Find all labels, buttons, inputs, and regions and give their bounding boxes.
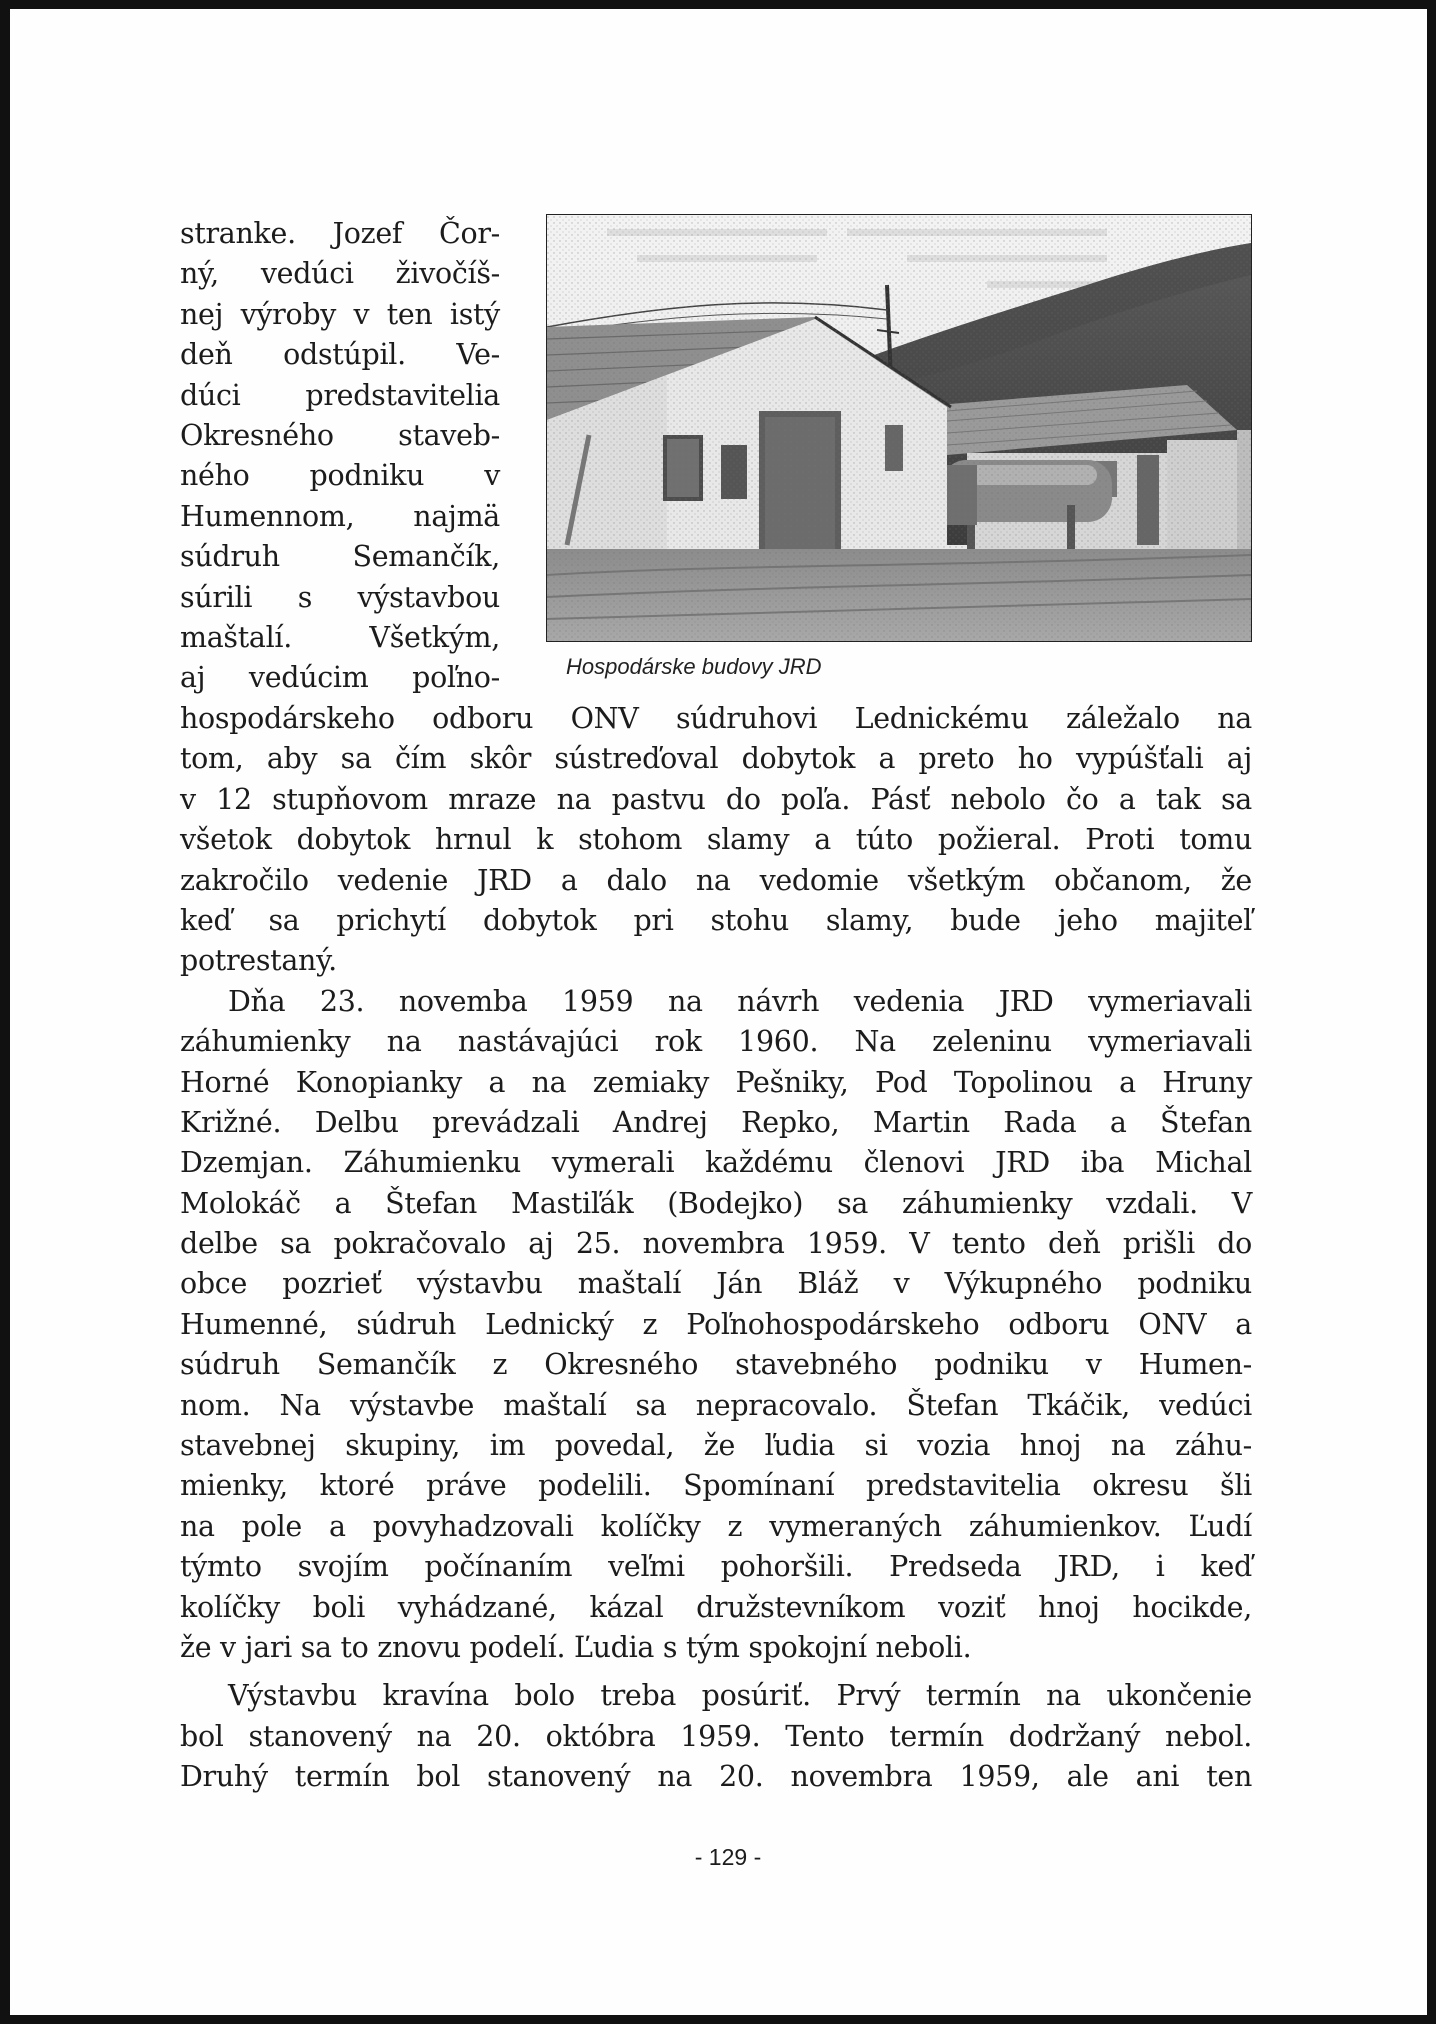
- text-line: dúci predstavitelia: [180, 378, 500, 412]
- text-line: súdruh Semančík,: [180, 540, 500, 574]
- page-number: - 129 -: [694, 1844, 762, 1870]
- text-line: ný, vedúci živočíš-: [180, 257, 500, 291]
- text-line: stranke. Jozef Čor-: [180, 217, 500, 250]
- text-line: mienky, ktoré práve podelili. Spomínaní predstavitelia okresu šli: [180, 1469, 1252, 1503]
- text-line: keď sa prichytí dobytok pri stohu slamy, bude jeho majiteľ: [180, 903, 1252, 937]
- figure: [546, 214, 1252, 680]
- text-line: Druhý termín bol stanovený na 20. novembra 1959, ale ani ten: [180, 1760, 1252, 1794]
- text-line: v 12 stupňovom mraze na pastvu do poľa. Pásť nebolo čo a tak sa: [180, 782, 1252, 816]
- paragraph-1: [180, 699, 1252, 982]
- text-line: všetok dobytok hrnul k stohom slamy a túto požieral. Proti tomu: [180, 823, 1252, 857]
- text-line: hospodárskeho odboru ONV súdruhovi Lednickému záležalo na: [180, 702, 1252, 735]
- text-line: ného podniku v: [180, 459, 500, 493]
- text-line: Molokáč a Štefan Mastiľák (Bodejko) sa záhumienky vzdali. V: [180, 1186, 1252, 1220]
- paragraph-2: [180, 982, 1252, 1669]
- text-line: zakročilo vedenie JRD a dalo na vedomie všetkým občanom, že: [180, 863, 1252, 897]
- text-line: Humennom, najmä: [180, 499, 500, 533]
- text-line: Dňa 23. novemba 1959 na návrh vedenia JRD vymeriavali: [228, 984, 1252, 1018]
- paragraph-gap: [180, 1668, 1252, 1676]
- text-line: Humenné, súdruh Lednický z Poľnohospodárskeho odboru ONV a: [180, 1307, 1252, 1341]
- text-line: aj vedúcim poľno-: [180, 661, 500, 695]
- figure-caption: Hospodárske budovy JRD: [566, 654, 822, 679]
- text-line: Horné Konopianky a na zemiaky Pešniky, Pod Topolinou a Hruny: [180, 1065, 1252, 1099]
- text-line: na pole a povyhadzovali kolíčky z vymeraných záhumienkov. Ľudí: [180, 1509, 1252, 1543]
- text-line: tom, aby sa čím skôr sústreďoval dobytok a preto ho vypúšťali aj: [180, 742, 1252, 776]
- text-line: maštalí. Všetkým,: [180, 620, 500, 654]
- text-line: Výstavbu kravína bolo treba posúriť. Prvý termín na ukončenie: [228, 1679, 1252, 1713]
- text-line: záhumienky na nastávajúci rok 1960. Na zeleninu vymeriavali: [180, 1025, 1252, 1059]
- text-line: deň odstúpil. Ve-: [180, 338, 500, 372]
- text-line: potrestaný.: [180, 944, 337, 978]
- body-text: [180, 699, 1252, 1798]
- text-line: týmto svojím počínaním veľmi pohoršili. Predseda JRD, i keď: [180, 1550, 1252, 1584]
- text-line: Dzemjan. Záhumienku vymerali každému členovi JRD iba Michal: [180, 1146, 1252, 1180]
- text-line: že v jari sa to znovu podelí. Ľudia s tým spokojní neboli.: [180, 1630, 972, 1664]
- text-line: súrili s výstavbou: [180, 580, 500, 614]
- text-line: nom. Na výstavbe maštalí sa nepracovalo. Štefan Tkáčik, vedúci: [180, 1388, 1252, 1422]
- text-line: Križné. Delbu prevádzali Andrej Repko, Martin Rada a Štefan: [180, 1105, 1252, 1139]
- text-line: obce pozrieť výstavbu maštalí Ján Bláž v Výkupného podniku: [180, 1267, 1252, 1301]
- farm-buildings-photo: [546, 214, 1252, 642]
- text-line: bol stanovený na 20. októbra 1959. Tento termín dodržaný nebol.: [180, 1719, 1252, 1753]
- wrapped-text-column: [180, 214, 500, 699]
- text-line: kolíčky boli vyhádzané, kázal družstevníkom voziť hnoj hocikde,: [180, 1590, 1252, 1624]
- text-line: súdruh Semančík z Okresného stavebného podniku v Humen-: [180, 1348, 1252, 1382]
- text-line: delbe sa pokračovalo aj 25. novembra 1959. V tento deň prišli do: [180, 1227, 1252, 1261]
- paragraph-3: [180, 1676, 1252, 1797]
- text-line: stavebnej skupiny, im povedal, že ľudia si vozia hnoj na záhu-: [180, 1429, 1252, 1463]
- text-line: nej výroby v ten istý: [180, 297, 500, 331]
- text-line: Okresného staveb-: [180, 418, 500, 452]
